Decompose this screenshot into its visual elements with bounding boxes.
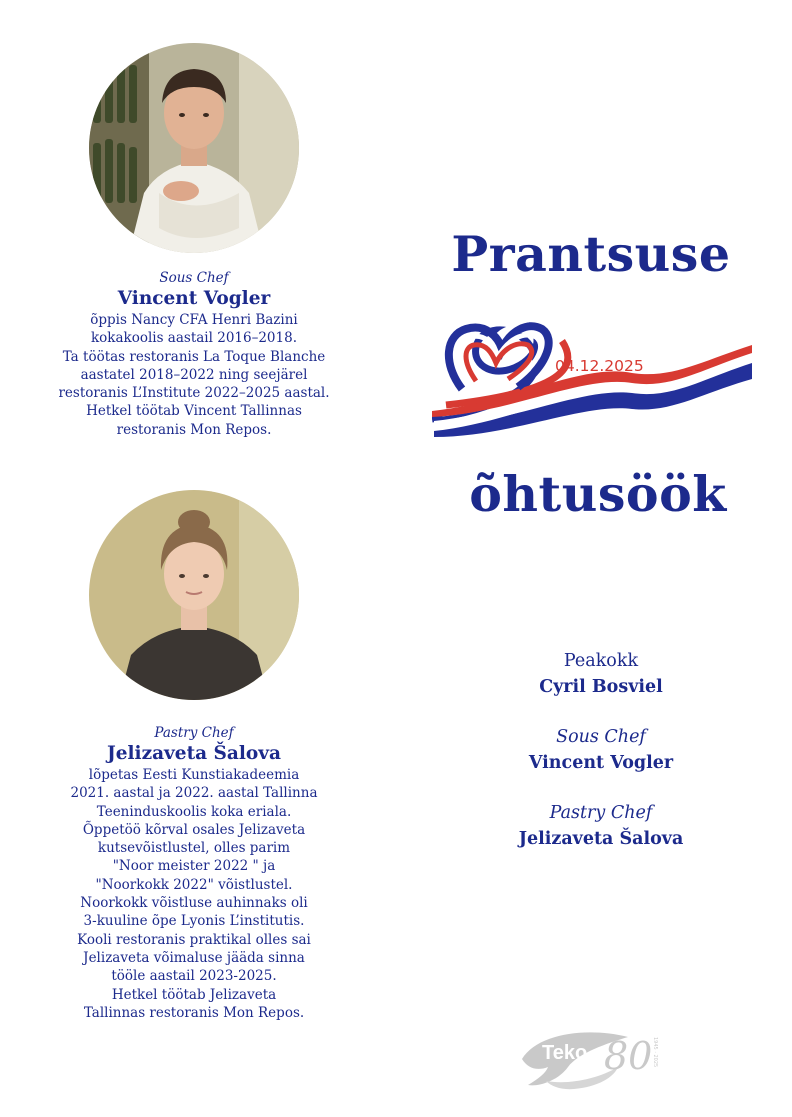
event-title-column bbox=[410, 0, 792, 1117]
logo-wordmark: Teko bbox=[542, 1042, 588, 1064]
logo-years: 1945 · 2025 bbox=[652, 1037, 658, 1068]
jelizaveta-salova-bio bbox=[38, 724, 350, 1022]
teko-leaf-logo-icon bbox=[518, 1023, 670, 1091]
title-bottom: õhtusöök bbox=[469, 465, 727, 523]
chef1-name: Vincent Vogler bbox=[117, 288, 271, 309]
title-top: Prantsuse bbox=[451, 225, 731, 283]
chef1-bio-text: õppis Nancy CFA Henri Bazini kokakoolis aastail 2016–2018. Ta töötas restoranis La Toque Blanche aastatel 2018–2022 ning seejärel restoranis L’Institute 2022–2025 aastal. Hetkel töötab Vincent Tallinnas restoranis Mon Repos. bbox=[58, 312, 330, 438]
chef2-name: Jelizaveta Šalova bbox=[106, 743, 281, 764]
portrait-man-image bbox=[89, 43, 299, 253]
chef-bios-column bbox=[38, 0, 350, 1117]
credit-sous-chef bbox=[410, 724, 792, 776]
credit-role: Pastry Chef bbox=[549, 803, 653, 823]
heart-ribbon-icon bbox=[432, 313, 752, 438]
vincent-vogler-bio bbox=[38, 269, 350, 439]
credit-head-chef bbox=[410, 648, 792, 700]
credit-name: Cyril Bosviel bbox=[539, 677, 663, 697]
logo-number: 80 bbox=[604, 1034, 653, 1078]
portrait-woman-image bbox=[89, 490, 299, 700]
credit-role: Peakokk bbox=[563, 651, 639, 671]
vincent-vogler-portrait bbox=[89, 43, 299, 253]
credit-name: Vincent Vogler bbox=[528, 753, 674, 773]
jelizaveta-salova-portrait bbox=[89, 490, 299, 700]
chef2-bio-text: lõpetas Eesti Kunstiakadeemia 2021. aastal ja 2022. aastal Tallinna Teeninduskoolis koka eriala. Õppetöö kõrval osales Jelizaveta kutsevõistlustel, olles parim "Noor meister 2022 " ja "Noorkokk 2022" võistlustel. Noorkokk võistluse auhinnaks oli 3-kuuline õpe Lyonis L’institutis. Kooli restoranis praktikal olles sai Jelizaveta võimaluse jääda sinna tööle aastail 2023-2025. Hetkel töötab Jelizaveta Tallinnas restoranis Mon Repos. bbox=[70, 767, 318, 1021]
chef2-role: Pastry Chef bbox=[154, 725, 234, 741]
chef1-role: Sous Chef bbox=[159, 270, 229, 286]
credit-name: Jelizaveta Šalova bbox=[518, 829, 684, 849]
credit-role: Sous Chef bbox=[556, 727, 646, 747]
credit-pastry-chef bbox=[410, 800, 792, 852]
credits-list bbox=[410, 648, 792, 876]
event-date: 04.12.2025 bbox=[555, 357, 644, 375]
